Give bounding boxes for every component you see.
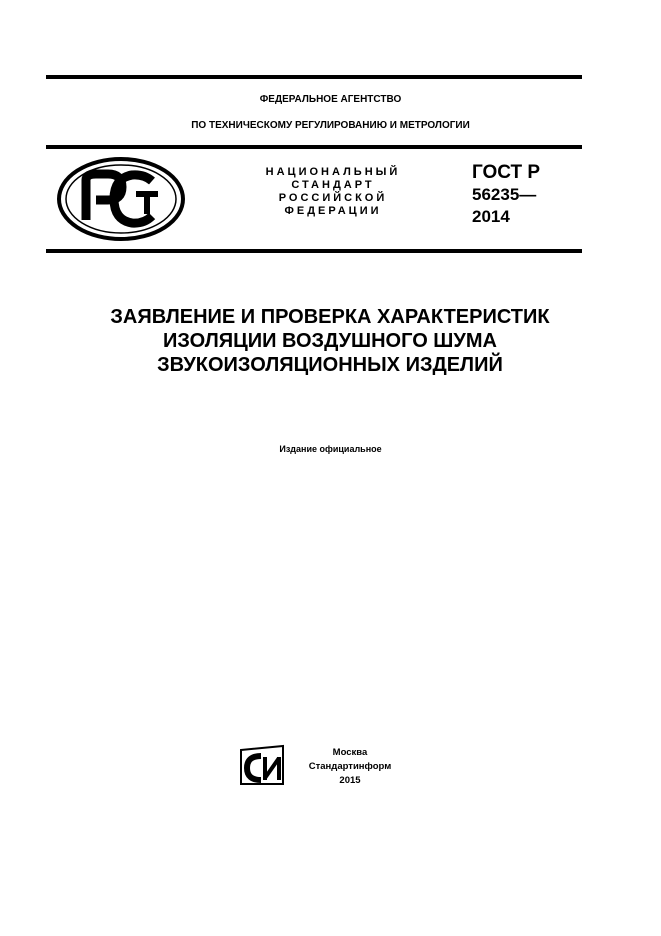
national-line: НАЦИОНАЛЬНЫЙ (265, 166, 401, 178)
national-line: ФЕДЕРАЦИИ (284, 205, 382, 217)
national-standard-label (248, 166, 418, 218)
title-line: ИЗОЛЯЦИИ ВОЗДУШНОГО ШУМА (163, 330, 497, 352)
publisher-name: Стандартинформ (308, 761, 392, 772)
gost-designation (472, 162, 540, 228)
publisher-logo (237, 744, 287, 786)
publisher-info (300, 746, 400, 788)
gost-label: ГОСТ Р (472, 162, 541, 183)
top-rule (46, 75, 582, 79)
publisher-city: Москва (332, 747, 368, 758)
title-line: ЗВУКОИЗОЛЯЦИОННЫХ ИЗДЕЛИЙ (157, 354, 503, 376)
document-title (30, 305, 630, 377)
agency-line-1: ФЕДЕРАЛЬНОЕ АГЕНТСТВО (259, 94, 402, 105)
national-line: РОССИЙСКОЙ (278, 192, 388, 204)
divider-rule (46, 249, 582, 253)
publisher-year: 2015 (339, 775, 361, 786)
gost-year: 2014 (472, 207, 510, 226)
edition-label: Издание официальное (279, 444, 382, 454)
rst-logo (56, 156, 186, 242)
title-line: ЗАЯВЛЕНИЕ И ПРОВЕРКА ХАРАКТЕРИСТИК (110, 306, 550, 328)
header-rule (46, 145, 582, 149)
agency-line-2: ПО ТЕХНИЧЕСКОМУ РЕГУЛИРОВАНИЮ И МЕТРОЛОГИИ (191, 120, 470, 131)
gost-number: 56235— (472, 185, 537, 204)
national-line: СТАНДАРТ (291, 179, 375, 191)
